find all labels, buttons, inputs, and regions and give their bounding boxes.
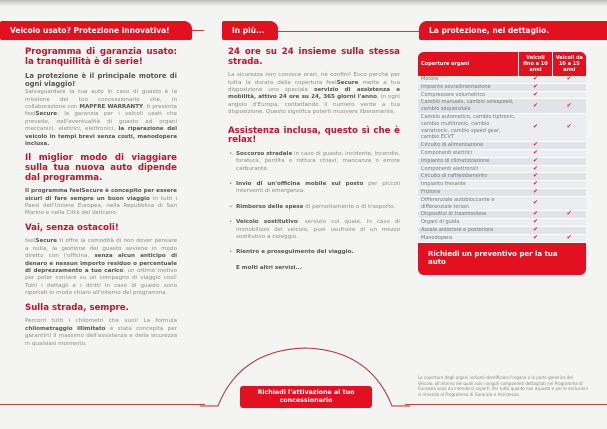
heading-assistance: Assistenza inclusa, questo sì che è relax! [228, 125, 400, 146]
coverage-label: Assale anteriore e posteriore [418, 226, 519, 234]
coverage-label: Impianto sovralimentazione [418, 83, 519, 91]
check-icon: ✔ [519, 226, 552, 234]
paragraph-road: Percorri tutti i chilometri che vuoi! La formula chilometraggio illimitato è stata concepita per garantirti il massimo dell'assistenza e della sicurezza in qualsiasi momento. [25, 318, 177, 347]
empty-cell [552, 173, 586, 181]
coverage-label: Frizione [418, 188, 519, 196]
coverage-label: Impianto di climatizzazione [418, 157, 519, 165]
coverage-label: Impianto frenante [418, 181, 519, 189]
check-icon: ✔ [552, 76, 586, 83]
paragraph-obstacles: feelSecure ti offre la comodità di non dover pensare a nulla, la gestione del guasto avviene in modo diretto con l'officina, senza alcun anticipo di denaro e nessun importo residuo o percentuale di deprezzamento a tuo carico: un ottimo motivo per poter contare su un compagno di viaggio così! Tutti i dettagli e i diritti in caso di guasto sono riportati in modo chiaro all'interno del programma. [25, 238, 177, 297]
heading-best-way: Il miglior modo di viaggiare sulla tua nuova auto dipende dal programma. [25, 153, 177, 183]
table-row [418, 76, 586, 83]
table-row [418, 196, 586, 211]
table-row [418, 219, 586, 227]
check-icon: ✔ [519, 157, 552, 165]
divider [278, 31, 408, 32]
check-icon: ✔ [519, 91, 552, 99]
more-services: E molti altri servizi... [236, 264, 302, 271]
empty-cell [552, 165, 586, 173]
header-10-to-15: Veicoli da 10 a 15 anni [552, 52, 586, 76]
heading-road: Sulla strada, sempre. [25, 302, 129, 313]
heading-no-obstacles: Vai, senza ostacoli! [25, 222, 119, 233]
list-item: • Soccorso stradale in caso di guasto, incidente, incendio, foratura, perdita o rottura chiavi, mancanza o errore carburante. [228, 151, 400, 173]
header-coverage: Coperture organi [418, 52, 519, 76]
coverage-table [418, 52, 586, 275]
band-title: In più... [232, 26, 265, 35]
table-row [418, 188, 586, 196]
list-item: • Veicolo sostitutivo: servizio col quale, in caso di immobilizzo del veicolo, puoi usufruire di un mezzo sostitutivo a noleggio. [228, 219, 400, 241]
list-item: • Rientro e proseguimento del viaggio. [228, 249, 400, 256]
table-row [418, 113, 586, 141]
paragraph-program: Il programma feelSecure è concepito per essere sicuri di fare sempre un buon viaggio in tutti i Paesi dell'Unione Europea, nella Repubblica di San Marino e nella Città del Vaticano. [25, 188, 178, 217]
table-row [418, 173, 586, 181]
coverage-label: Componenti elettrici [418, 149, 519, 157]
page-shadow [0, 0, 607, 6]
coverage-label: Compressore volumetrico [418, 91, 519, 99]
coverage-label: Differenziale autobloccante e differenziale torsen [418, 196, 519, 211]
check-icon: ✔ [519, 234, 552, 242]
coverage-label: Circuito di raffreddamento [418, 173, 519, 181]
coverage-label: Organi di guida [418, 219, 519, 227]
table-row [418, 142, 586, 150]
table-row [418, 181, 586, 189]
check-icon: ✔ [519, 142, 552, 150]
check-icon: ✔ [519, 188, 552, 196]
divider [405, 31, 419, 32]
paragraph-24h: La sicurezza non conosce orari, né confini! Ecco perché per tutta la durata della copertura feelSecure mette a tua disposizione uno speciale servizio di assistenza e mobilità, attivo 24 ore su 24, 365 giorni l'anno, in ogni angolo d'Europa, contattando il numero verde a tua disposizione. Questo significa poterti muovere liberamente. [228, 72, 401, 116]
heading-program: Programma di garanzia usato: la tranquillità è di serie! [25, 47, 177, 67]
check-icon: ✔ [519, 83, 552, 91]
check-icon: ✔ [552, 99, 586, 114]
coverage-note: Le coperture degli organi indicati identificano l'organo o la parte generica del Veicolo, all'interno dei quali solo i singoli componenti dettagliati nel Programma di Garanzia sono da intendersi coperti. Per tutto quanto non esposto e per le esclusioni si rimanda al Programma di Garanzia e Assistenza. [418, 375, 588, 397]
divider [192, 30, 204, 31]
empty-cell [552, 83, 586, 91]
column-assistance [228, 44, 400, 278]
coverage-label: Motore [418, 76, 519, 83]
coverage-label: Componenti elettronici [418, 165, 519, 173]
table-row [418, 165, 586, 173]
coverage-label: Manodopera [418, 234, 519, 242]
check-icon: ✔ [519, 113, 552, 141]
list-item: • Rimborso delle spese di pernottamento o di trasporto. [228, 204, 400, 211]
check-icon: ✔ [519, 99, 552, 114]
section-band-used-vehicle [0, 21, 192, 40]
empty-cell [552, 149, 586, 157]
header-up-to-10: Veicoli fino a 10 anni [519, 52, 552, 76]
table-row [418, 157, 586, 165]
empty-cell [552, 157, 586, 165]
check-icon: ✔ [552, 113, 586, 141]
heading-24h: 24 ore su 24 insieme sulla stessa strada. [228, 47, 400, 67]
empty-cell [552, 181, 586, 189]
bottom-divider [405, 404, 607, 405]
check-icon: ✔ [552, 211, 586, 219]
check-icon: ✔ [519, 196, 552, 211]
empty-cell [552, 219, 586, 227]
empty-cell [552, 142, 586, 150]
subheading-protection: La protezione è il principale motore di ogni viaggio! [25, 72, 177, 89]
section-band-more [222, 21, 278, 40]
bottom-divider [0, 404, 205, 405]
empty-cell [552, 196, 586, 211]
table-row [418, 211, 586, 219]
check-icon: ✔ [519, 181, 552, 189]
check-icon: ✔ [519, 149, 552, 157]
check-icon: ✔ [519, 211, 552, 219]
request-activation-button[interactable]: Richiedi l'attivazione al tuo concessionario [240, 386, 372, 408]
paragraph-intro: Salvaguardare la tua auto in caso di guasto è la missione del tuo concessionario che, in collaborazione con MAPFRE WARRANTY, ti presenta feelSecure: la garanzia per i veicoli usati che prevede, nell'eventualità di guasto ad organi meccanici, elettrici, elettronici, la riparazione del veicolo in tempi brevi senza costi, manodopera inclusa. [25, 89, 177, 148]
band-title: La protezione, nel dettaglio. [429, 26, 550, 35]
table-row [418, 83, 586, 91]
request-quote-button[interactable]: Richiedi un preventivo per la tua auto [428, 249, 558, 266]
table-row [418, 91, 586, 99]
coverage-label: Circuito di alimentazione [418, 142, 519, 150]
empty-cell [552, 91, 586, 99]
check-icon: ✔ [519, 165, 552, 173]
services-list [228, 151, 400, 257]
table-row [418, 226, 586, 234]
coverage-label: Cambio automatico, cambio tiptronic, cambio multitronic, cambio variatronic, cambio speed gear, cambio ECVT [418, 113, 519, 141]
check-icon: ✔ [519, 219, 552, 227]
column-warranty [25, 44, 177, 354]
coverage-label: Cambio manuale, cambio selespeed, cambio sequenziale [418, 99, 519, 114]
section-band-detail [419, 21, 607, 40]
list-item: • Invio di un'officina mobile sul posto per piccoli interventi di emergenza. [228, 181, 400, 196]
table-row [418, 99, 586, 114]
check-icon: ✔ [519, 76, 552, 83]
table-row [418, 149, 586, 157]
coverage-label: Dispositivi di trasmissione [418, 211, 519, 219]
check-icon: ✔ [552, 234, 586, 242]
check-icon: ✔ [519, 173, 552, 181]
empty-cell [552, 188, 586, 196]
band-title: Veicolo usato? Protezione innovativa! [10, 26, 170, 35]
table-row [418, 234, 586, 242]
